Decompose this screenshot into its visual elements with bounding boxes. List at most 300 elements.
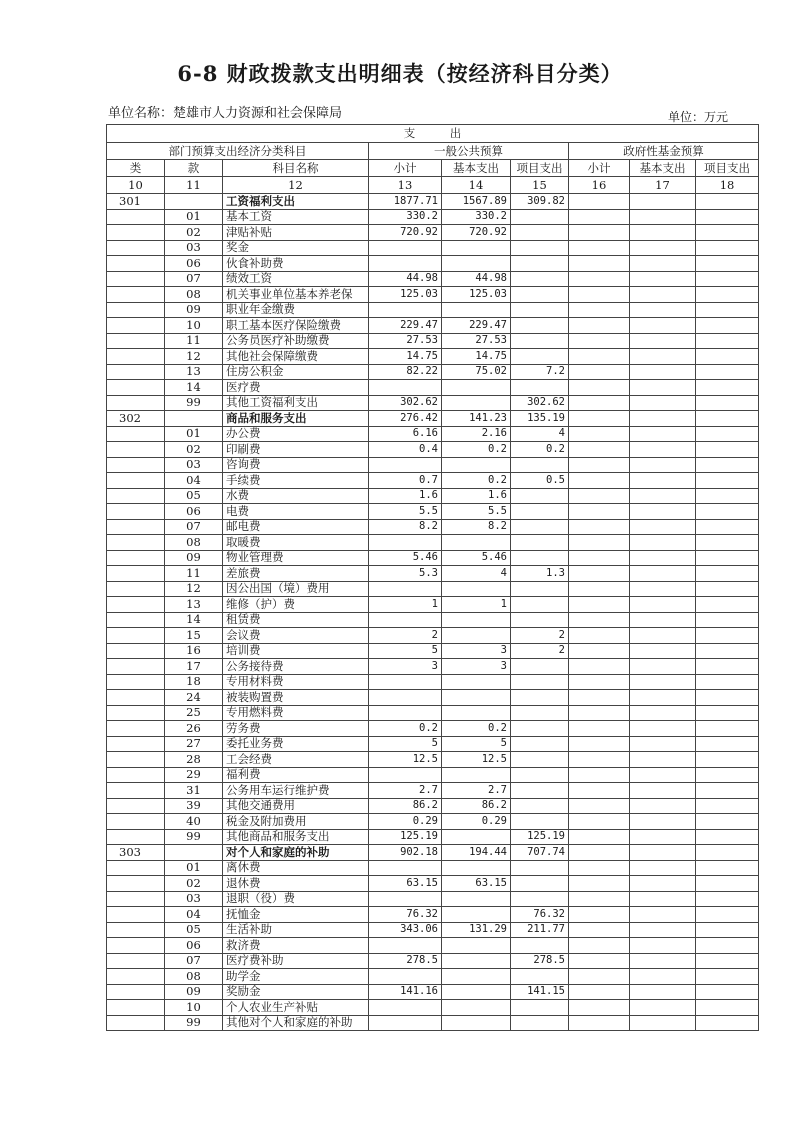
project-cell [511,349,569,365]
fund-cell [630,829,696,845]
lei-cell [107,1015,165,1031]
fund-cell [569,442,630,458]
project-cell: 7.2 [511,364,569,380]
kuan-cell: 16 [165,643,223,659]
subtotal-cell: 330.2 [369,209,442,225]
item-name-cell: 福利费 [223,767,369,783]
subtotal-cell: 0.29 [369,814,442,830]
table-row [107,333,759,349]
table-row [107,271,759,287]
fund-cell [569,612,630,628]
table-row [107,845,759,861]
lei-cell: 302 [107,411,165,427]
table-row [107,674,759,690]
project-cell: 1.3 [511,566,569,582]
table-row [107,1015,759,1031]
table-row [107,659,759,675]
project-cell [511,287,569,303]
header-num: 17 [630,177,696,194]
subtotal-cell: 86.2 [369,798,442,814]
fund-cell [569,597,630,613]
basic-cell [442,953,511,969]
lei-cell [107,659,165,675]
project-cell: 2 [511,628,569,644]
fund-cell [569,519,630,535]
fund-cell [569,411,630,427]
fund-cell [569,535,630,551]
subtotal-cell [369,690,442,706]
kuan-cell: 25 [165,705,223,721]
lei-cell [107,488,165,504]
project-cell: 141.15 [511,984,569,1000]
basic-cell [442,535,511,551]
basic-cell [442,628,511,644]
fund-cell [630,938,696,954]
kuan-cell: 14 [165,380,223,396]
expenditure-table [106,124,759,1031]
fund-cell [696,457,759,473]
fund-cell [696,643,759,659]
kuan-cell: 26 [165,721,223,737]
project-cell [511,891,569,907]
table-row [107,814,759,830]
table-row [107,643,759,659]
kuan-cell: 06 [165,504,223,520]
lei-cell [107,705,165,721]
basic-cell: 4 [442,566,511,582]
table-row [107,907,759,923]
fund-cell [630,566,696,582]
item-name-cell: 被装购置费 [223,690,369,706]
item-name-cell: 会议费 [223,628,369,644]
fund-cell [696,442,759,458]
basic-cell: 5 [442,736,511,752]
fund-cell [630,209,696,225]
fund-cell [569,1015,630,1031]
fund-cell [569,271,630,287]
basic-cell: 63.15 [442,876,511,892]
basic-cell [442,1000,511,1016]
header-basic: 基本支出 [442,160,511,177]
header-general-budget: 一般公共预算 [369,143,569,160]
lei-cell [107,581,165,597]
kuan-cell: 01 [165,209,223,225]
basic-cell [442,240,511,256]
kuan-cell: 29 [165,767,223,783]
item-name-cell: 津贴补贴 [223,225,369,241]
header-num: 11 [165,177,223,194]
fund-cell [569,705,630,721]
fund-cell [630,674,696,690]
kuan-cell: 15 [165,628,223,644]
fund-cell [569,845,630,861]
subtotal-cell: 302.62 [369,395,442,411]
basic-cell [442,380,511,396]
fund-cell [630,395,696,411]
header-fund-budget: 政府性基金预算 [569,143,759,160]
lei-cell [107,969,165,985]
fund-cell [630,783,696,799]
item-name-cell: 印刷费 [223,442,369,458]
kuan-cell: 14 [165,612,223,628]
subtotal-cell: 5.5 [369,504,442,520]
project-cell [511,457,569,473]
project-cell [511,535,569,551]
fund-cell [696,1000,759,1016]
fund-cell [696,938,759,954]
lei-cell [107,736,165,752]
fund-cell [630,488,696,504]
item-name-cell: 绩效工资 [223,271,369,287]
subtotal-cell: 125.03 [369,287,442,303]
item-name-cell: 退职（役）费 [223,891,369,907]
fund-cell [569,194,630,210]
subtotal-cell: 8.2 [369,519,442,535]
basic-cell [442,938,511,954]
lei-cell [107,876,165,892]
subtotal-cell: 27.53 [369,333,442,349]
kuan-cell: 03 [165,891,223,907]
lei-cell [107,814,165,830]
fund-cell [696,333,759,349]
fund-cell [569,907,630,923]
subtotal-cell: 343.06 [369,922,442,938]
basic-cell [442,860,511,876]
subtotal-cell [369,1000,442,1016]
fund-cell [569,240,630,256]
item-name-cell: 机关事业单位基本养老保 [223,287,369,303]
fund-cell [569,829,630,845]
fund-cell [696,519,759,535]
fund-cell [630,953,696,969]
subtotal-cell: 278.5 [369,953,442,969]
subtotal-cell: 229.47 [369,318,442,334]
lei-cell [107,674,165,690]
project-cell: 0.5 [511,473,569,489]
project-cell [511,798,569,814]
subtotal-cell: 720.92 [369,225,442,241]
lei-cell [107,628,165,644]
fund-cell [569,984,630,1000]
project-cell [511,752,569,768]
project-cell [511,256,569,272]
fund-cell [630,225,696,241]
project-cell [511,504,569,520]
fund-cell [569,581,630,597]
subtotal-cell: 5 [369,736,442,752]
table-row [107,364,759,380]
unit-name: 单位名称：楚雄市人力资源和社会保障局 [108,106,343,121]
fund-cell [630,240,696,256]
project-cell [511,736,569,752]
table-row [107,721,759,737]
fund-cell [696,690,759,706]
project-cell [511,969,569,985]
table-row [107,628,759,644]
kuan-cell: 11 [165,333,223,349]
basic-cell: 12.5 [442,752,511,768]
fund-cell [630,969,696,985]
lei-cell [107,473,165,489]
fund-cell [630,612,696,628]
table-row [107,891,759,907]
fund-cell [696,721,759,737]
subtotal-cell: 63.15 [369,876,442,892]
basic-cell: 194.44 [442,845,511,861]
project-cell [511,674,569,690]
item-name-cell: 助学金 [223,969,369,985]
fund-cell [630,860,696,876]
subtotal-cell [369,674,442,690]
item-name-cell: 劳务费 [223,721,369,737]
item-name-cell: 其他社会保障缴费 [223,349,369,365]
fund-cell [630,380,696,396]
table-row [107,504,759,520]
subtotal-cell [369,457,442,473]
lei-cell [107,984,165,1000]
lei-cell [107,783,165,799]
item-name-cell: 退休费 [223,876,369,892]
subtotal-cell: 14.75 [369,349,442,365]
subtotal-cell [369,581,442,597]
fund-cell [569,256,630,272]
project-cell: 125.19 [511,829,569,845]
item-name-cell: 差旅费 [223,566,369,582]
basic-cell [442,395,511,411]
basic-cell [442,256,511,272]
fund-cell [696,504,759,520]
table-row [107,860,759,876]
project-cell: 707.74 [511,845,569,861]
project-cell [511,581,569,597]
kuan-cell: 99 [165,395,223,411]
fund-cell [696,845,759,861]
fund-cell [696,395,759,411]
fund-cell [630,752,696,768]
project-cell: 4 [511,426,569,442]
basic-cell [442,891,511,907]
project-cell: 302.62 [511,395,569,411]
kuan-cell [165,845,223,861]
fund-cell [696,225,759,241]
subtotal-cell [369,705,442,721]
fund-cell [569,721,630,737]
fund-cell [696,798,759,814]
project-cell [511,333,569,349]
project-cell: 309.82 [511,194,569,210]
fund-cell [696,659,759,675]
fund-cell [696,426,759,442]
kuan-cell: 17 [165,659,223,675]
lei-cell [107,333,165,349]
project-cell [511,209,569,225]
item-name-cell: 生活补助 [223,922,369,938]
fund-cell [569,922,630,938]
subtotal-cell: 276.42 [369,411,442,427]
kuan-cell: 09 [165,984,223,1000]
fund-cell [630,426,696,442]
fund-cell [630,767,696,783]
fund-cell [696,349,759,365]
fund-cell [569,225,630,241]
basic-cell: 229.47 [442,318,511,334]
header-subtotal: 小计 [369,160,442,177]
header-num: 13 [369,177,442,194]
basic-cell [442,581,511,597]
fund-cell [630,876,696,892]
project-cell [511,302,569,318]
header-kuan: 款 [165,160,223,177]
kuan-cell: 03 [165,457,223,473]
basic-cell [442,829,511,845]
item-name-cell: 其他商品和服务支出 [223,829,369,845]
basic-cell: 2.7 [442,783,511,799]
fund-cell [630,287,696,303]
lei-cell [107,519,165,535]
table-row [107,690,759,706]
table-row [107,550,759,566]
subtotal-cell [369,969,442,985]
table-row [107,829,759,845]
lei-cell [107,907,165,923]
project-cell [511,783,569,799]
fund-cell [696,287,759,303]
project-cell [511,271,569,287]
fund-cell [569,504,630,520]
basic-cell: 141.23 [442,411,511,427]
kuan-cell: 01 [165,426,223,442]
item-name-cell: 医疗费 [223,380,369,396]
kuan-cell: 06 [165,256,223,272]
fund-cell [630,550,696,566]
project-cell [511,519,569,535]
fund-cell [569,860,630,876]
table-row [107,705,759,721]
lei-cell: 301 [107,194,165,210]
fund-cell [569,969,630,985]
fund-cell [696,674,759,690]
fund-cell [630,705,696,721]
fund-cell [696,473,759,489]
subtotal-cell [369,612,442,628]
table-row [107,426,759,442]
fund-cell [569,318,630,334]
basic-cell: 2.16 [442,426,511,442]
table-row [107,767,759,783]
kuan-cell: 07 [165,519,223,535]
kuan-cell: 99 [165,1015,223,1031]
fund-cell [696,318,759,334]
project-cell [511,690,569,706]
basic-cell [442,457,511,473]
lei-cell [107,442,165,458]
subtotal-cell: 5.46 [369,550,442,566]
basic-cell: 330.2 [442,209,511,225]
basic-cell [442,984,511,1000]
fund-cell [696,364,759,380]
basic-cell [442,907,511,923]
fund-cell [696,752,759,768]
header-dept-class: 部门预算支出经济分类科目 [107,143,369,160]
item-name-cell: 职工基本医疗保险缴费 [223,318,369,334]
table-row [107,287,759,303]
basic-cell: 5.5 [442,504,511,520]
fund-cell [630,535,696,551]
kuan-cell [165,194,223,210]
basic-cell: 125.03 [442,287,511,303]
item-name-cell: 基本工资 [223,209,369,225]
table-row [107,736,759,752]
subtotal-cell: 76.32 [369,907,442,923]
item-name-cell: 住房公积金 [223,364,369,380]
lei-cell [107,302,165,318]
header-num: 16 [569,177,630,194]
fund-cell [696,969,759,985]
basic-cell [442,1015,511,1031]
project-cell [511,488,569,504]
item-name-cell: 其他交通费用 [223,798,369,814]
subtotal-cell: 44.98 [369,271,442,287]
item-name-cell: 维修（护）费 [223,597,369,613]
lei-cell [107,426,165,442]
lei-cell [107,504,165,520]
fund-cell [696,860,759,876]
kuan-cell: 05 [165,922,223,938]
kuan-cell: 09 [165,302,223,318]
lei-cell [107,891,165,907]
lei-cell [107,597,165,613]
table-row [107,225,759,241]
fund-cell [569,891,630,907]
lei-cell [107,829,165,845]
table-row [107,938,759,954]
fund-cell [630,984,696,1000]
fund-cell [630,504,696,520]
fund-cell [696,256,759,272]
kuan-cell: 10 [165,318,223,334]
basic-cell: 3 [442,643,511,659]
subtotal-cell: 3 [369,659,442,675]
project-cell [511,612,569,628]
item-name-cell: 专用燃料费 [223,705,369,721]
table-row [107,318,759,334]
kuan-cell: 08 [165,969,223,985]
kuan-cell: 10 [165,1000,223,1016]
fund-cell [569,752,630,768]
subtotal-cell [369,240,442,256]
fund-cell [696,922,759,938]
project-cell: 0.2 [511,442,569,458]
fund-cell [696,535,759,551]
kuan-cell: 02 [165,442,223,458]
kuan-cell: 08 [165,535,223,551]
fund-cell [630,318,696,334]
fund-cell [696,767,759,783]
table-row [107,798,759,814]
item-name-cell: 水费 [223,488,369,504]
table-row [107,194,759,210]
fund-cell [569,302,630,318]
table-row [107,240,759,256]
lei-cell [107,225,165,241]
kuan-cell: 07 [165,953,223,969]
table-row [107,442,759,458]
project-cell: 211.77 [511,922,569,938]
kuan-cell: 07 [165,271,223,287]
fund-cell [696,488,759,504]
basic-cell: 131.29 [442,922,511,938]
kuan-cell: 08 [165,287,223,303]
